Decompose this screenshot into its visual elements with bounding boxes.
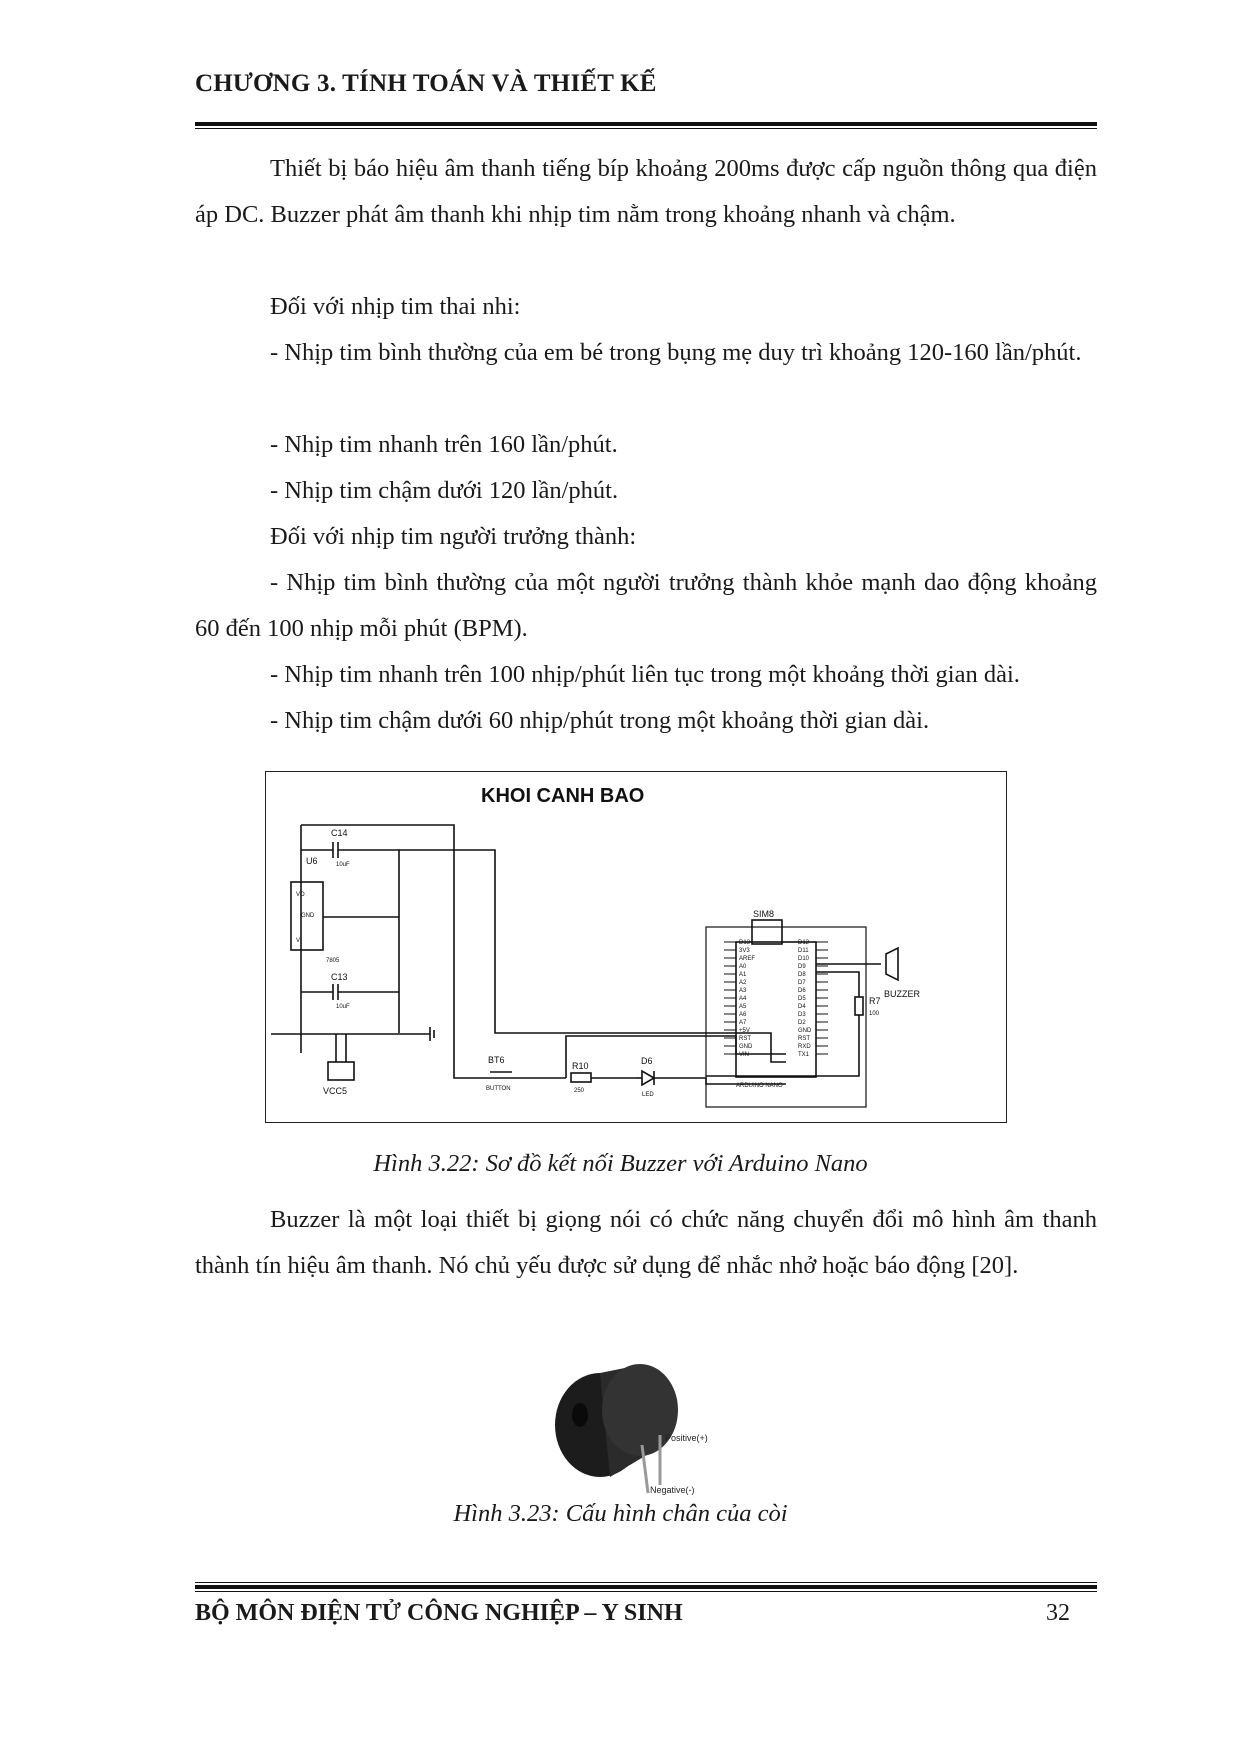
schematic-title: KHOI CANH BAO — [481, 785, 645, 807]
intro-paragraph: Thiết bị báo hiệu âm thanh tiếng bíp khoảng 200ms được cấp nguồn thông qua điện áp DC. Buzzer phát âm thanh khi nhịp tim nằm trong khoảng nhanh và chậm. — [195, 155, 1097, 228]
svg-text:A2: A2 — [739, 980, 747, 986]
fetal-normal-item: - Nhịp tim bình thường của em bé trong bụng mẹ duy trì khoảng 120-160 lần/phút. — [270, 339, 1082, 366]
positive-label: Positive(+) — [665, 1433, 708, 1443]
svg-text:D6: D6 — [641, 1056, 653, 1066]
svg-text:VIN: VIN — [739, 1052, 750, 1058]
figure-caption-3-22: Hình 3.22: Sơ đồ kết nối Buzzer với Arduino Nano — [373, 1150, 868, 1177]
footer-rule — [195, 1582, 1097, 1592]
header-rule — [195, 122, 1097, 129]
negative-label: Negative(-) — [650, 1485, 695, 1495]
buzzer-photo — [520, 1335, 740, 1495]
svg-text:RST: RST — [739, 1036, 751, 1042]
svg-text:RST: RST — [798, 1036, 810, 1042]
svg-text:BUTTON: BUTTON — [486, 1086, 511, 1092]
svg-text:LED: LED — [642, 1092, 654, 1098]
svg-text:GND: GND — [739, 1044, 753, 1050]
svg-text:C14: C14 — [331, 828, 348, 838]
svg-text:RXD: RXD — [798, 1044, 811, 1050]
fetal-slow-item: - Nhịp tim chậm dưới 120 lần/phút. — [270, 477, 619, 504]
svg-text:BT6: BT6 — [488, 1055, 505, 1065]
chapter-header: CHƯƠNG 3. TÍNH TOÁN VÀ THIẾT KẾ — [195, 70, 657, 97]
svg-text:GND: GND — [798, 1028, 812, 1034]
svg-text:7805: 7805 — [326, 958, 340, 964]
svg-text:A3: A3 — [739, 988, 747, 994]
svg-text:VCC5: VCC5 — [323, 1086, 348, 1096]
svg-text:D2: D2 — [798, 1020, 806, 1026]
svg-text:A6: A6 — [739, 1012, 747, 1018]
svg-text:A5: A5 — [739, 1004, 747, 1010]
footer-department: BỘ MÔN ĐIỆN TỬ CÔNG NGHIỆP – Y SINH — [195, 1600, 683, 1626]
svg-text:R7: R7 — [869, 996, 881, 1006]
svg-text:A4: A4 — [739, 996, 747, 1002]
svg-text:D11: D11 — [798, 948, 809, 954]
svg-text:D9: D9 — [798, 964, 806, 970]
svg-text:VO: VO — [296, 892, 305, 898]
fetal-heading: Đối với nhịp tim thai nhi: — [270, 293, 521, 320]
svg-text:3V3: 3V3 — [739, 948, 750, 954]
svg-text:AREF: AREF — [739, 956, 756, 962]
svg-text:A7: A7 — [739, 1020, 747, 1026]
svg-text:R10: R10 — [572, 1061, 589, 1071]
svg-text:D13: D13 — [739, 940, 751, 946]
svg-text:SIM8: SIM8 — [753, 909, 775, 919]
svg-text:BUZZER: BUZZER — [884, 989, 920, 999]
svg-text:ARDUINO NANO: ARDUINO NANO — [736, 1083, 783, 1089]
figure-caption-3-23: Hình 3.23: Cấu hình chân của còi — [453, 1500, 788, 1527]
svg-text:D10: D10 — [798, 956, 810, 962]
svg-text:TX1: TX1 — [798, 1052, 810, 1058]
svg-text:C13: C13 — [331, 972, 348, 982]
fetal-fast-item: - Nhịp tim nhanh trên 160 lần/phút. — [270, 431, 618, 458]
svg-text:10uF: 10uF — [336, 1004, 350, 1010]
svg-text:D6: D6 — [798, 988, 806, 994]
svg-text:U6: U6 — [306, 856, 318, 866]
adult-fast-item: - Nhịp tim nhanh trên 100 nhịp/phút liên tục trong một khoảng thời gian dài. — [270, 661, 1020, 688]
svg-text:D8: D8 — [798, 972, 806, 978]
svg-text:VI: VI — [296, 938, 302, 944]
schematic-figure — [265, 771, 1007, 1123]
buzzer-paragraph: Buzzer là một loại thiết bị giọng nói có chức năng chuyển đổi mô hình âm thanh thành tín hiệu âm thanh. Nó chủ yếu được sử dụng để nhắc nhở hoặc báo động [20]. — [195, 1206, 1097, 1279]
schematic-diagram — [266, 772, 1005, 1121]
svg-text:D7: D7 — [798, 980, 806, 986]
svg-text:D4: D4 — [798, 1004, 806, 1010]
svg-text:10uF: 10uF — [336, 862, 350, 868]
svg-text:100: 100 — [869, 1011, 880, 1017]
svg-text:+5V: +5V — [739, 1028, 750, 1034]
page-number: 32 — [1046, 1600, 1070, 1626]
svg-text:D5: D5 — [798, 996, 806, 1002]
svg-text:GND: GND — [301, 913, 315, 919]
svg-text:D3: D3 — [798, 1012, 806, 1018]
svg-text:A0: A0 — [739, 964, 747, 970]
svg-text:A1: A1 — [739, 972, 747, 978]
svg-text:D12: D12 — [798, 940, 810, 946]
adult-heading: Đối với nhịp tim người trưởng thành: — [270, 523, 637, 550]
adult-slow-item: - Nhịp tim chậm dưới 60 nhịp/phút trong một khoảng thời gian dài. — [270, 707, 930, 734]
adult-normal-item: - Nhịp tim bình thường của một người trưởng thành khỏe mạnh dao động khoảng 60 đến 100 nhịp mỗi phút (BPM). — [195, 569, 1097, 642]
svg-text:250: 250 — [574, 1088, 585, 1094]
